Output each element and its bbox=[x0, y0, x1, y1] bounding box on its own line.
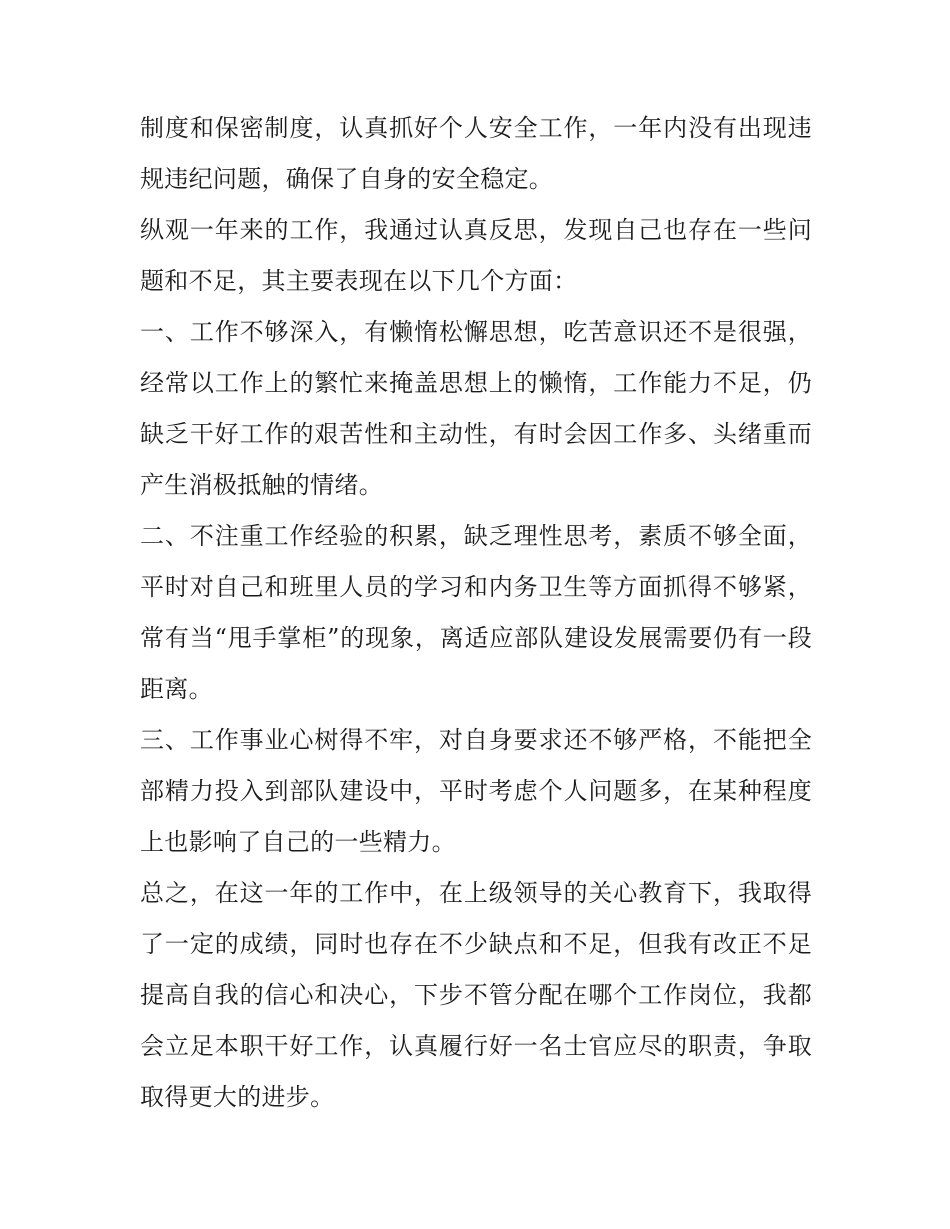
paragraph-security-continued: 制度和保密制度，认真抓好个人安全工作，一年内没有出现违规违纪问题，确保了自身的安全稳定。 bbox=[140, 114, 812, 193]
paragraph-problem-three: 三、工作事业心树得不牢，对自身要求还不够严格，不能把全部精力投入到部队建设中，平时考虑个人问题多，在某种程度上也影响了自己的一些精力。 bbox=[140, 726, 812, 856]
paragraph-problem-one: 一、工作不够深入，有懒惰松懈思想，吃苦意识还不是很强，经常以工作上的繁忙来掩盖思想上的懒惰，工作能力不足，仍缺乏干好工作的艰苦性和主动性，有时会因工作多、头绪重而产生消极抵触的情绪。 bbox=[140, 318, 812, 499]
document-body bbox=[140, 103, 812, 1123]
paragraph-reflection-intro: 纵观一年来的工作，我通过认真反思，发现自己也存在一些问题和不足，其主要表现在以下几个方面： bbox=[140, 216, 812, 295]
paragraph-problem-two: 二、不注重工作经验的积累，缺乏理性思考，素质不够全面，平时对自己和班里人员的学习和内务卫生等方面抓得不够紧，常有当“甩手掌柜”的现象，离适应部队建设发展需要仍有一段距离。 bbox=[140, 522, 812, 703]
paragraph-conclusion: 总之，在这一年的工作中，在上级领导的关心教育下，我取得了一定的成绩，同时也存在不少缺点和不足，但我有改正不足提高自我的信心和决心，下步不管分配在哪个工作岗位，我都会立足本职干好工作，认真履行好一名士官应尽的职责，争取取得更大的进步。 bbox=[140, 879, 812, 1111]
